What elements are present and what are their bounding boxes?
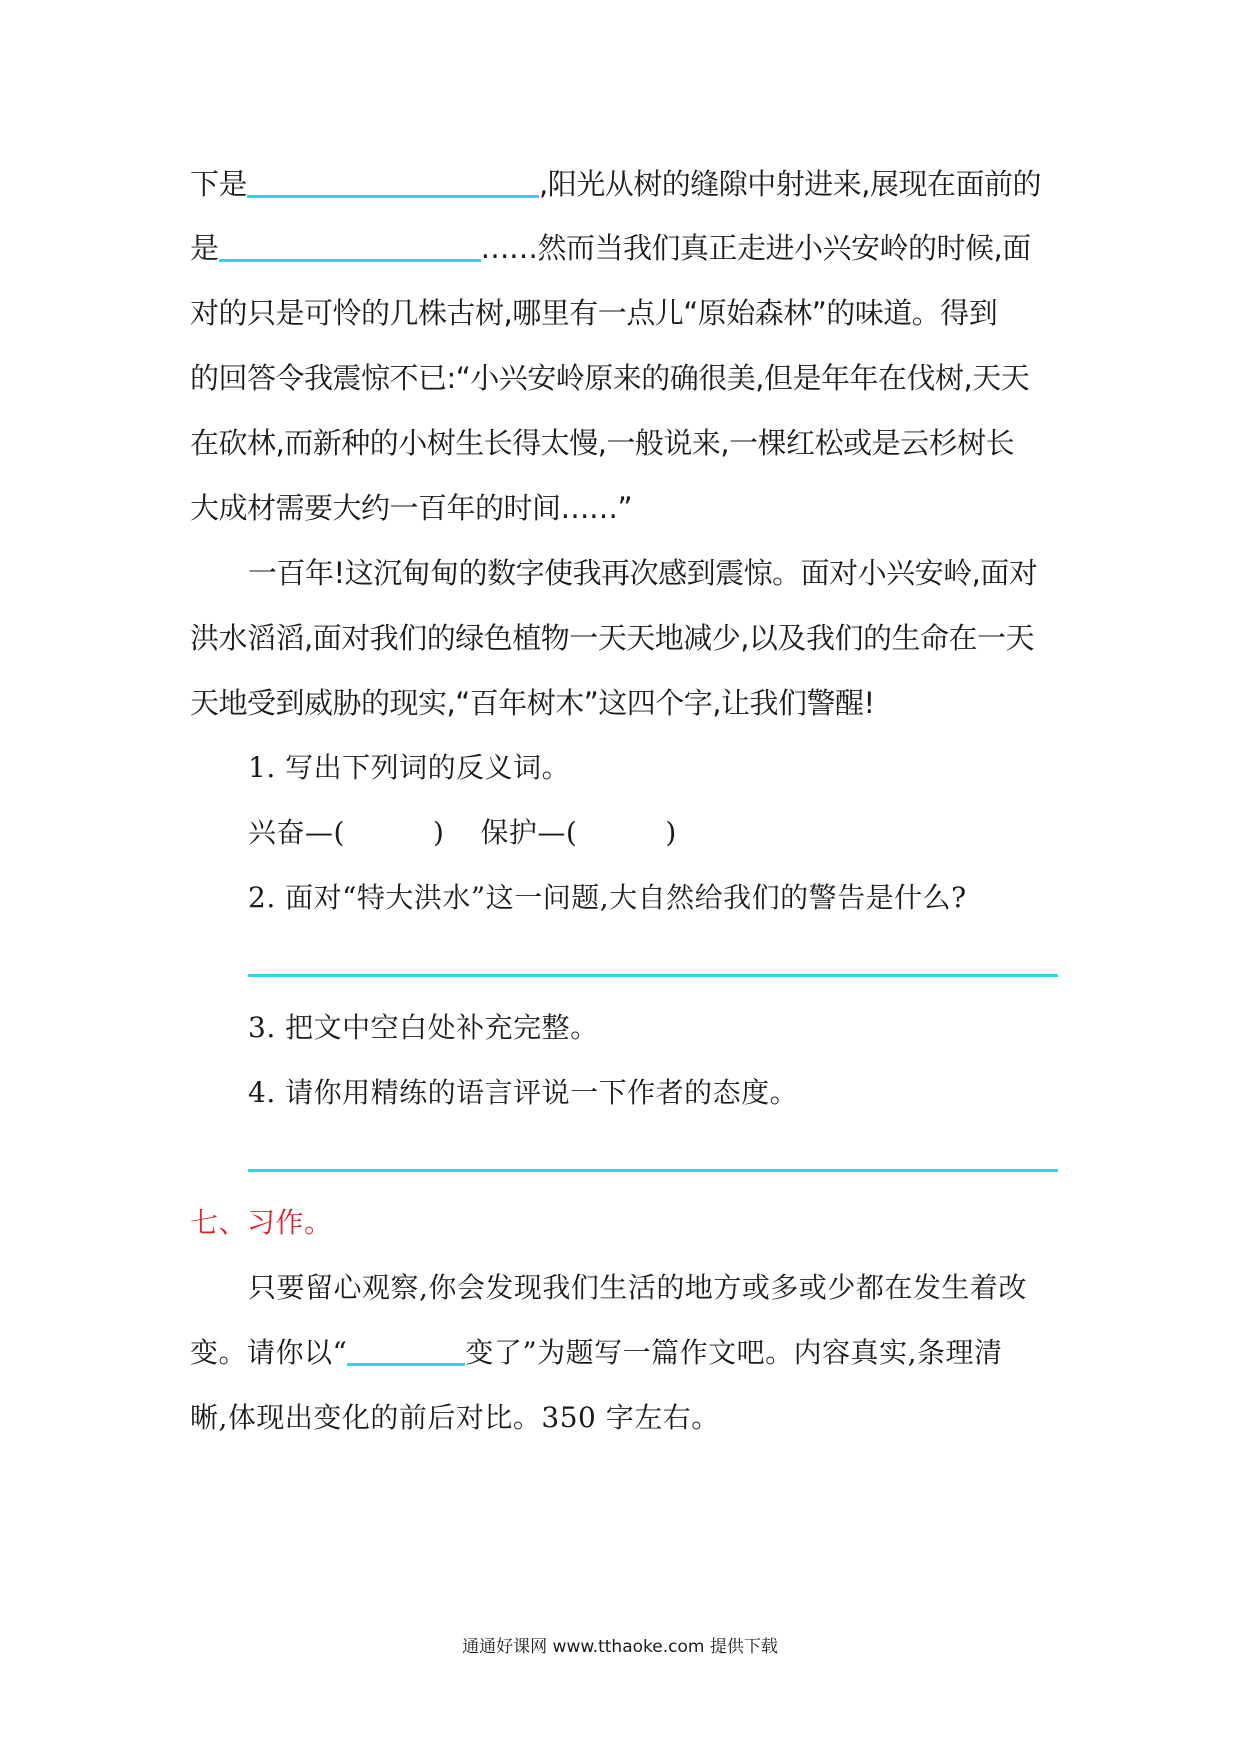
- passage-text: ,阳光从树的缝隙中射进来,展现在面前的: [539, 167, 1041, 201]
- question-3: 3. 把文中空白处补充完整。: [248, 1011, 599, 1044]
- writing-prompt-line-2: [190, 1333, 1003, 1373]
- passage-line-5: 在砍林,而新种的小树生长得太慢,一般说来,一棵红松或是云杉树长: [190, 426, 1015, 460]
- passage-line-2: [190, 228, 1031, 268]
- passage-line-3: 对的只是可怜的几株古树,哪里有一点儿“原始森林”的味道。得到: [190, 296, 998, 330]
- passage-text: 是: [190, 231, 219, 265]
- prompt-text: 变。请你以“: [190, 1336, 348, 1369]
- question-4: 4. 请你用精练的语言评说一下作者的态度。: [248, 1076, 799, 1109]
- writing-prompt-line-3: 晰,体现出变化的前后对比。350 字左右。: [190, 1401, 720, 1434]
- footer-credit: 通通好课网 www.tthaoke.com 提供下载: [462, 1637, 778, 1657]
- paren-close: ): [432, 816, 445, 849]
- section-7-title: 七、习作。: [190, 1206, 333, 1239]
- antonym-prompt-1: 兴奋—(: [248, 816, 345, 849]
- passage-line-1: [190, 164, 1041, 204]
- passage-line-7: 一百年!这沉甸甸的数字使我再次感到震惊。面对小兴安岭,面对: [248, 556, 1038, 590]
- antonym-prompt-2: 保护—(: [480, 816, 578, 849]
- paren-close: ): [665, 816, 677, 849]
- answer-line-q4[interactable]: [248, 1169, 1058, 1172]
- passage-line-4: 的回答令我震惊不已:“小兴安岭原来的确很美,但是年年在伐树,天天: [190, 361, 1030, 395]
- passage-line-6: 大成材需要大约一百年的时间……”: [190, 491, 633, 525]
- passage-line-8: 洪水滔滔,面对我们的绿色植物一天天地减少,以及我们的生命在一天: [190, 621, 1034, 655]
- title-blank[interactable]: [347, 1333, 465, 1366]
- answer-line-q2[interactable]: [248, 974, 1058, 977]
- passage-text: ……然而当我们真正走进小兴安岭的时候,面: [480, 231, 1031, 265]
- fill-in-blank[interactable]: [247, 165, 539, 198]
- writing-prompt-line-1: 只要留心观察,你会发现我们生活的地方或多或少都在发生着改: [248, 1271, 1027, 1304]
- prompt-text: 变了”为题写一篇作文吧。内容真实,条理清: [465, 1336, 1003, 1369]
- question-2: 2. 面对“特大洪水”这一问题,大自然给我们的警告是什么?: [248, 881, 967, 914]
- passage-text: 下是: [190, 167, 248, 201]
- passage-line-9: 天地受到威胁的现实,“百年树木”这四个字,让我们警醒!: [190, 686, 875, 720]
- question-1: 1. 写出下列词的反义词。: [248, 751, 571, 784]
- question-1-answers: [248, 813, 677, 853]
- fill-in-blank[interactable]: [219, 229, 481, 262]
